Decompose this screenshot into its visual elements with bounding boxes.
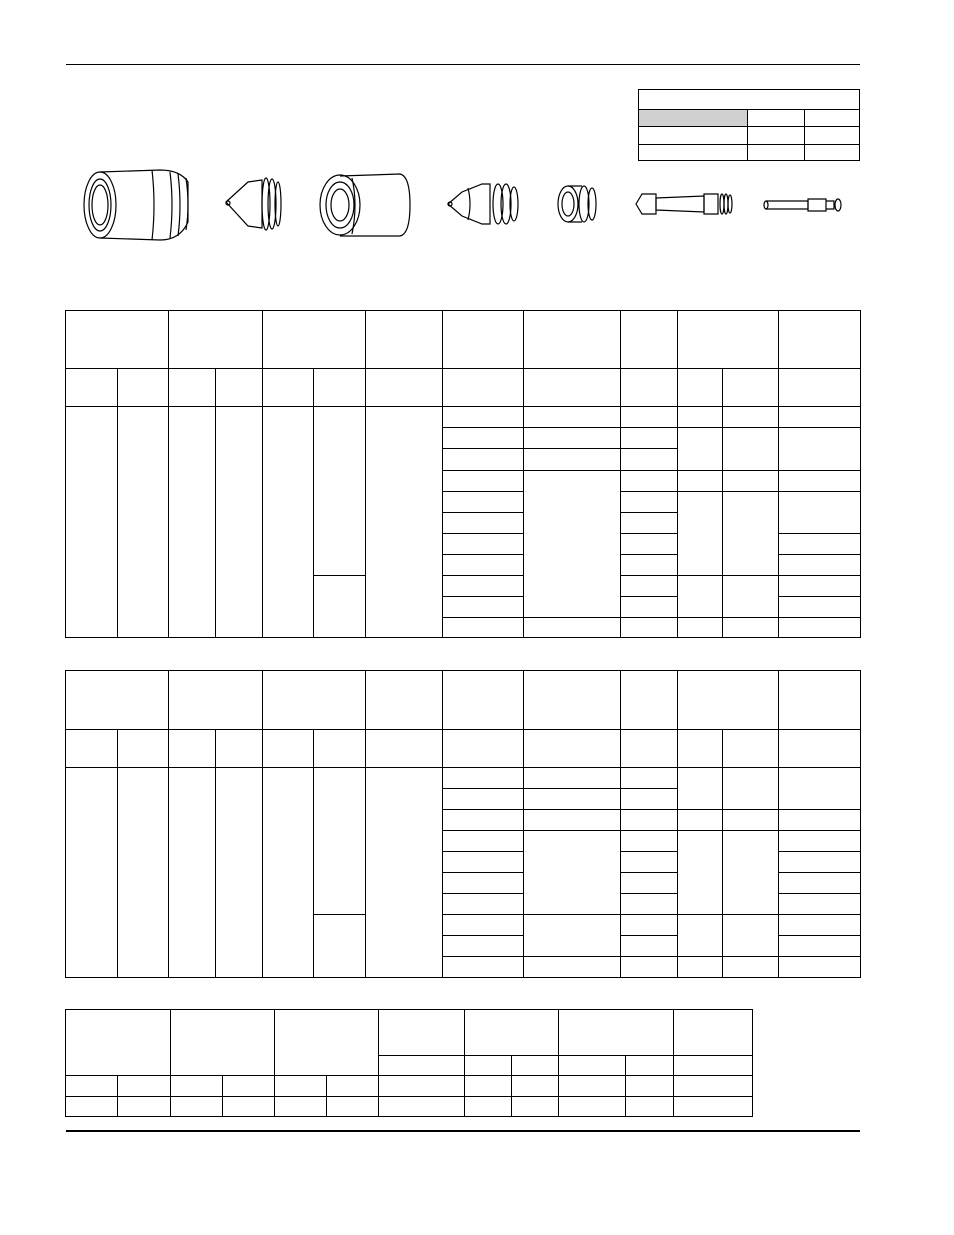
legend-table bbox=[638, 89, 860, 161]
legend-title-cell bbox=[639, 90, 860, 110]
summary-table bbox=[65, 1009, 755, 1119]
legend-cell bbox=[639, 145, 748, 161]
legend-cell bbox=[805, 127, 860, 145]
footer-rule bbox=[66, 1130, 860, 1132]
legend-cell bbox=[748, 127, 805, 145]
swirl-ring-icon bbox=[558, 186, 596, 222]
legend-cell bbox=[805, 110, 860, 127]
electrode-icon bbox=[636, 194, 732, 214]
water-tube-icon bbox=[764, 199, 841, 211]
legend-header-cell bbox=[639, 110, 748, 127]
cut-chart-1 bbox=[65, 310, 862, 640]
consumables-illustration bbox=[70, 160, 860, 260]
cut-chart-2 bbox=[65, 670, 862, 980]
legend-cell bbox=[748, 110, 805, 127]
legend-cell bbox=[639, 127, 748, 145]
legend-cell bbox=[805, 145, 860, 161]
retaining-cap-icon bbox=[320, 174, 410, 236]
header-rule bbox=[66, 64, 860, 65]
nozzle-icon bbox=[448, 184, 518, 224]
legend-cell bbox=[748, 145, 805, 161]
shield-icon bbox=[84, 170, 188, 240]
nozzle-retaining-cap-icon bbox=[226, 178, 281, 230]
